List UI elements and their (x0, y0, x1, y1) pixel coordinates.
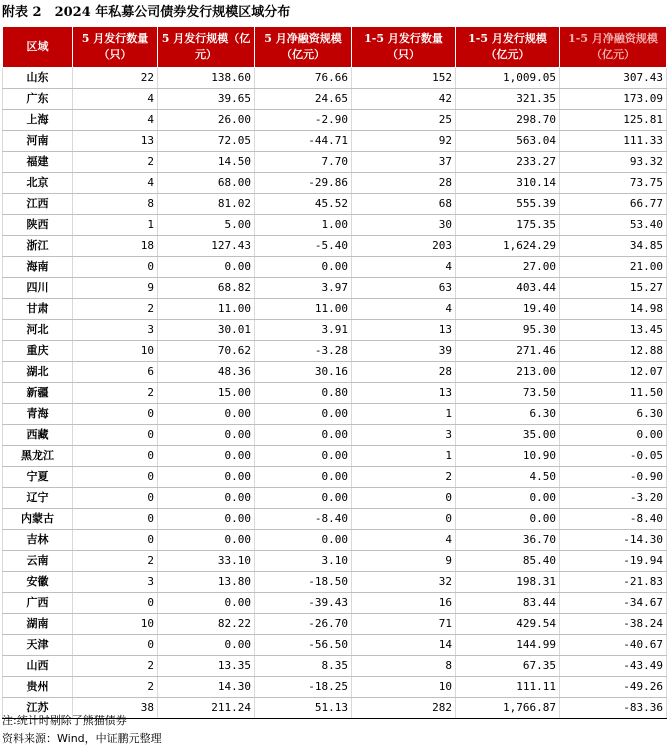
cell-may-issue-scale: 211.24 (158, 698, 255, 719)
cell-region: 西藏 (3, 425, 73, 446)
cell-may-issue-count: 0 (73, 509, 158, 530)
cell-may-issue-count: 2 (73, 677, 158, 698)
cell-may-net-financing: 3.91 (255, 320, 352, 341)
cell-jan-may-issue-scale: 1,624.29 (456, 236, 560, 257)
cell-may-issue-count: 4 (73, 89, 158, 110)
cell-region: 广东 (3, 89, 73, 110)
cell-may-issue-count: 3 (73, 572, 158, 593)
cell-jan-may-issue-count: 10 (352, 677, 456, 698)
cell-jan-may-issue-scale: 1,766.87 (456, 698, 560, 719)
cell-jan-may-net-financing: -34.67 (560, 593, 667, 614)
table-row (3, 299, 667, 320)
cell-jan-may-issue-scale: 19.40 (456, 299, 560, 320)
cell-jan-may-issue-count: 14 (352, 635, 456, 656)
cell-jan-may-issue-scale: 95.30 (456, 320, 560, 341)
cell-jan-may-issue-scale: 10.90 (456, 446, 560, 467)
cell-jan-may-issue-scale: 198.31 (456, 572, 560, 593)
cell-may-net-financing: 1.00 (255, 215, 352, 236)
cell-may-issue-scale: 0.00 (158, 425, 255, 446)
cell-may-issue-count: 0 (73, 404, 158, 425)
cell-region: 宁夏 (3, 467, 73, 488)
table-row (3, 110, 667, 131)
table-row (3, 572, 667, 593)
table-row (3, 68, 667, 89)
cell-may-issue-scale: 33.10 (158, 551, 255, 572)
cell-may-issue-scale: 26.00 (158, 110, 255, 131)
table-row (3, 551, 667, 572)
cell-jan-may-issue-count: 0 (352, 488, 456, 509)
cell-may-issue-count: 0 (73, 425, 158, 446)
cell-region: 云南 (3, 551, 73, 572)
table-row (3, 278, 667, 299)
header-jan-may-net-financing: 1-5 月净融资规模（亿元） (560, 27, 667, 68)
cell-jan-may-net-financing: 66.77 (560, 194, 667, 215)
cell-jan-may-issue-scale: 4.50 (456, 467, 560, 488)
cell-jan-may-issue-scale: 321.35 (456, 89, 560, 110)
table-row (3, 362, 667, 383)
cell-jan-may-net-financing: -40.67 (560, 635, 667, 656)
header-region: 区域 (3, 27, 73, 68)
table-row (3, 488, 667, 509)
cell-may-net-financing: 24.65 (255, 89, 352, 110)
table-row (3, 194, 667, 215)
cell-may-issue-scale: 0.00 (158, 404, 255, 425)
cell-may-net-financing: 51.13 (255, 698, 352, 719)
table-row (3, 89, 667, 110)
cell-may-issue-count: 2 (73, 383, 158, 404)
cell-region: 河南 (3, 131, 73, 152)
cell-may-issue-count: 9 (73, 278, 158, 299)
cell-may-net-financing: 0.80 (255, 383, 352, 404)
cell-may-net-financing: 45.52 (255, 194, 352, 215)
cell-region: 福建 (3, 152, 73, 173)
cell-may-issue-scale: 13.80 (158, 572, 255, 593)
cell-jan-may-issue-count: 28 (352, 173, 456, 194)
table-title: 附表 2 2024 年私募公司债券发行规模区域分布 (2, 5, 291, 20)
cell-region: 黑龙江 (3, 446, 73, 467)
table-row (3, 635, 667, 656)
cell-may-net-financing: -2.90 (255, 110, 352, 131)
cell-region: 贵州 (3, 677, 73, 698)
cell-may-net-financing: 0.00 (255, 446, 352, 467)
cell-region: 青海 (3, 404, 73, 425)
cell-jan-may-net-financing: -19.94 (560, 551, 667, 572)
cell-may-issue-scale: 0.00 (158, 509, 255, 530)
cell-may-issue-scale: 39.65 (158, 89, 255, 110)
cell-may-issue-count: 2 (73, 299, 158, 320)
table-header-row (3, 27, 667, 68)
cell-may-net-financing: 7.70 (255, 152, 352, 173)
cell-jan-may-issue-scale: 35.00 (456, 425, 560, 446)
header-may-issue-count: 5 月发行数量（只） (73, 27, 158, 68)
cell-jan-may-issue-count: 68 (352, 194, 456, 215)
cell-may-issue-scale: 0.00 (158, 446, 255, 467)
cell-may-issue-scale: 82.22 (158, 614, 255, 635)
cell-jan-may-issue-count: 1 (352, 446, 456, 467)
cell-jan-may-issue-count: 32 (352, 572, 456, 593)
cell-jan-may-net-financing: -49.26 (560, 677, 667, 698)
cell-may-issue-count: 4 (73, 110, 158, 131)
cell-jan-may-net-financing: 12.88 (560, 341, 667, 362)
cell-region: 内蒙古 (3, 509, 73, 530)
table-row (3, 320, 667, 341)
header-jan-may-issue-count: 1-5 月发行数量（只） (352, 27, 456, 68)
cell-jan-may-issue-scale: 298.70 (456, 110, 560, 131)
cell-jan-may-issue-scale: 1,009.05 (456, 68, 560, 89)
cell-may-issue-count: 0 (73, 530, 158, 551)
cell-jan-may-issue-count: 4 (352, 299, 456, 320)
cell-jan-may-issue-count: 0 (352, 509, 456, 530)
cell-jan-may-issue-scale: 213.00 (456, 362, 560, 383)
cell-jan-may-net-financing: 53.40 (560, 215, 667, 236)
cell-jan-may-issue-scale: 73.50 (456, 383, 560, 404)
note-source: 资料来源：Wind，中证鹏元整理 (2, 732, 162, 745)
cell-region: 广西 (3, 593, 73, 614)
cell-jan-may-issue-count: 13 (352, 383, 456, 404)
table-row (3, 467, 667, 488)
header-may-net-financing: 5 月净融资规模（亿元） (255, 27, 352, 68)
cell-may-issue-count: 3 (73, 320, 158, 341)
cell-jan-may-issue-count: 63 (352, 278, 456, 299)
cell-jan-may-net-financing: -14.30 (560, 530, 667, 551)
cell-region: 江西 (3, 194, 73, 215)
table-row (3, 341, 667, 362)
cell-jan-may-net-financing: 307.43 (560, 68, 667, 89)
cell-jan-may-issue-scale: 111.11 (456, 677, 560, 698)
cell-may-net-financing: 11.00 (255, 299, 352, 320)
cell-region: 吉林 (3, 530, 73, 551)
cell-may-issue-count: 2 (73, 656, 158, 677)
cell-may-issue-count: 10 (73, 341, 158, 362)
cell-may-net-financing: -5.40 (255, 236, 352, 257)
cell-may-issue-scale: 127.43 (158, 236, 255, 257)
cell-jan-may-net-financing: 11.50 (560, 383, 667, 404)
cell-may-issue-scale: 70.62 (158, 341, 255, 362)
cell-region: 江苏 (3, 698, 73, 719)
cell-may-issue-scale: 68.00 (158, 173, 255, 194)
cell-may-net-financing: 0.00 (255, 488, 352, 509)
cell-jan-may-net-financing: -8.40 (560, 509, 667, 530)
cell-may-issue-count: 1 (73, 215, 158, 236)
cell-may-issue-scale: 0.00 (158, 488, 255, 509)
cell-jan-may-issue-scale: 67.35 (456, 656, 560, 677)
table-row (3, 614, 667, 635)
cell-may-net-financing: -44.71 (255, 131, 352, 152)
cell-region: 安徽 (3, 572, 73, 593)
cell-jan-may-issue-count: 42 (352, 89, 456, 110)
cell-may-issue-scale: 30.01 (158, 320, 255, 341)
cell-jan-may-issue-scale: 144.99 (456, 635, 560, 656)
cell-jan-may-net-financing: -0.05 (560, 446, 667, 467)
table-row (3, 425, 667, 446)
table-row (3, 257, 667, 278)
cell-may-net-financing: -26.70 (255, 614, 352, 635)
cell-region: 山东 (3, 68, 73, 89)
cell-jan-may-issue-count: 8 (352, 656, 456, 677)
cell-may-net-financing: 8.35 (255, 656, 352, 677)
cell-jan-may-issue-count: 39 (352, 341, 456, 362)
cell-may-issue-scale: 68.82 (158, 278, 255, 299)
table-row (3, 509, 667, 530)
cell-jan-may-issue-count: 3 (352, 425, 456, 446)
region-distribution-table (2, 26, 667, 719)
table-row (3, 446, 667, 467)
cell-may-issue-scale: 14.50 (158, 152, 255, 173)
table-row (3, 152, 667, 173)
cell-may-net-financing: -8.40 (255, 509, 352, 530)
cell-jan-may-issue-scale: 85.40 (456, 551, 560, 572)
cell-jan-may-issue-count: 203 (352, 236, 456, 257)
cell-jan-may-net-financing: 14.98 (560, 299, 667, 320)
cell-jan-may-net-financing: 173.09 (560, 89, 667, 110)
cell-jan-may-issue-count: 4 (352, 530, 456, 551)
cell-jan-may-net-financing: -21.83 (560, 572, 667, 593)
cell-may-issue-scale: 72.05 (158, 131, 255, 152)
cell-jan-may-net-financing: 34.85 (560, 236, 667, 257)
cell-may-issue-count: 10 (73, 614, 158, 635)
cell-jan-may-net-financing: -0.90 (560, 467, 667, 488)
cell-jan-may-net-financing: -3.20 (560, 488, 667, 509)
cell-region: 河北 (3, 320, 73, 341)
cell-jan-may-net-financing: 73.75 (560, 173, 667, 194)
cell-jan-may-issue-scale: 429.54 (456, 614, 560, 635)
cell-region: 湖北 (3, 362, 73, 383)
header-jan-may-issue-scale: 1-5 月发行规模（亿元） (456, 27, 560, 68)
cell-may-net-financing: 3.10 (255, 551, 352, 572)
cell-region: 新疆 (3, 383, 73, 404)
table-row (3, 593, 667, 614)
cell-jan-may-net-financing: 125.81 (560, 110, 667, 131)
table-row (3, 236, 667, 257)
cell-may-issue-scale: 0.00 (158, 593, 255, 614)
cell-jan-may-issue-scale: 563.04 (456, 131, 560, 152)
cell-jan-may-issue-scale: 0.00 (456, 488, 560, 509)
cell-may-issue-scale: 11.00 (158, 299, 255, 320)
cell-jan-may-issue-count: 30 (352, 215, 456, 236)
cell-region: 浙江 (3, 236, 73, 257)
cell-jan-may-issue-count: 37 (352, 152, 456, 173)
cell-may-issue-count: 38 (73, 698, 158, 719)
cell-region: 辽宁 (3, 488, 73, 509)
cell-may-issue-scale: 13.35 (158, 656, 255, 677)
cell-jan-may-net-financing: 111.33 (560, 131, 667, 152)
cell-jan-may-issue-scale: 0.00 (456, 509, 560, 530)
cell-jan-may-net-financing: 15.27 (560, 278, 667, 299)
cell-may-net-financing: -3.28 (255, 341, 352, 362)
cell-may-issue-scale: 14.30 (158, 677, 255, 698)
cell-jan-may-net-financing: -43.49 (560, 656, 667, 677)
cell-region: 四川 (3, 278, 73, 299)
cell-region: 山西 (3, 656, 73, 677)
cell-jan-may-net-financing: -83.36 (560, 698, 667, 719)
cell-region: 海南 (3, 257, 73, 278)
header-may-issue-scale: 5 月发行规模（亿元） (158, 27, 255, 68)
cell-may-net-financing: 30.16 (255, 362, 352, 383)
cell-jan-may-net-financing: 93.32 (560, 152, 667, 173)
cell-may-net-financing: -56.50 (255, 635, 352, 656)
table-row (3, 677, 667, 698)
cell-jan-may-issue-count: 2 (352, 467, 456, 488)
table-row (3, 656, 667, 677)
cell-jan-may-issue-scale: 6.30 (456, 404, 560, 425)
cell-may-issue-count: 0 (73, 488, 158, 509)
note-exclusion: 注:统计时剔除了熊猫债券 (2, 714, 127, 727)
cell-jan-may-net-financing: -38.24 (560, 614, 667, 635)
cell-may-net-financing: -29.86 (255, 173, 352, 194)
cell-may-issue-count: 2 (73, 551, 158, 572)
cell-may-issue-count: 0 (73, 635, 158, 656)
cell-jan-may-issue-count: 282 (352, 698, 456, 719)
table-row (3, 404, 667, 425)
cell-may-issue-count: 6 (73, 362, 158, 383)
cell-may-net-financing: 3.97 (255, 278, 352, 299)
cell-may-issue-scale: 0.00 (158, 257, 255, 278)
cell-region: 甘肃 (3, 299, 73, 320)
cell-jan-may-issue-scale: 27.00 (456, 257, 560, 278)
cell-jan-may-issue-scale: 555.39 (456, 194, 560, 215)
cell-may-net-financing: 0.00 (255, 257, 352, 278)
cell-may-issue-count: 0 (73, 467, 158, 488)
cell-may-issue-count: 13 (73, 131, 158, 152)
cell-jan-may-issue-count: 4 (352, 257, 456, 278)
cell-jan-may-issue-count: 152 (352, 68, 456, 89)
table-row (3, 530, 667, 551)
table-row (3, 215, 667, 236)
cell-jan-may-issue-count: 13 (352, 320, 456, 341)
cell-jan-may-issue-scale: 233.27 (456, 152, 560, 173)
cell-jan-may-issue-count: 16 (352, 593, 456, 614)
cell-region: 天津 (3, 635, 73, 656)
cell-region: 陕西 (3, 215, 73, 236)
cell-may-net-financing: 0.00 (255, 425, 352, 446)
cell-jan-may-issue-scale: 83.44 (456, 593, 560, 614)
cell-may-net-financing: -18.50 (255, 572, 352, 593)
cell-may-issue-count: 0 (73, 593, 158, 614)
cell-may-issue-scale: 81.02 (158, 194, 255, 215)
cell-region: 湖南 (3, 614, 73, 635)
cell-may-net-financing: -18.25 (255, 677, 352, 698)
table-row (3, 131, 667, 152)
cell-may-issue-scale: 0.00 (158, 635, 255, 656)
cell-may-net-financing: 0.00 (255, 404, 352, 425)
cell-jan-may-net-financing: 21.00 (560, 257, 667, 278)
cell-may-issue-scale: 5.00 (158, 215, 255, 236)
table-row (3, 173, 667, 194)
cell-jan-may-net-financing: 12.07 (560, 362, 667, 383)
cell-may-issue-scale: 48.36 (158, 362, 255, 383)
cell-may-issue-scale: 0.00 (158, 530, 255, 551)
cell-jan-may-net-financing: 6.30 (560, 404, 667, 425)
cell-jan-may-issue-scale: 310.14 (456, 173, 560, 194)
cell-may-net-financing: -39.43 (255, 593, 352, 614)
cell-may-issue-count: 22 (73, 68, 158, 89)
cell-may-issue-count: 0 (73, 446, 158, 467)
cell-jan-may-net-financing: 13.45 (560, 320, 667, 341)
cell-may-net-financing: 76.66 (255, 68, 352, 89)
cell-jan-may-issue-scale: 36.70 (456, 530, 560, 551)
cell-may-issue-count: 8 (73, 194, 158, 215)
cell-region: 重庆 (3, 341, 73, 362)
cell-may-issue-count: 18 (73, 236, 158, 257)
cell-region: 北京 (3, 173, 73, 194)
cell-jan-may-issue-count: 9 (352, 551, 456, 572)
cell-may-net-financing: 0.00 (255, 467, 352, 488)
cell-jan-may-issue-count: 25 (352, 110, 456, 131)
cell-may-net-financing: 0.00 (255, 530, 352, 551)
cell-may-issue-scale: 15.00 (158, 383, 255, 404)
cell-may-issue-scale: 0.00 (158, 467, 255, 488)
cell-jan-may-issue-scale: 403.44 (456, 278, 560, 299)
cell-may-issue-count: 4 (73, 173, 158, 194)
cell-jan-may-issue-scale: 271.46 (456, 341, 560, 362)
cell-may-issue-count: 2 (73, 152, 158, 173)
cell-may-issue-count: 0 (73, 257, 158, 278)
table-row (3, 383, 667, 404)
footnotes (2, 712, 162, 748)
cell-jan-may-issue-count: 92 (352, 131, 456, 152)
cell-may-issue-scale: 138.60 (158, 68, 255, 89)
cell-jan-may-issue-scale: 175.35 (456, 215, 560, 236)
table-body (3, 68, 667, 719)
cell-jan-may-net-financing: 0.00 (560, 425, 667, 446)
cell-jan-may-issue-count: 1 (352, 404, 456, 425)
cell-region: 上海 (3, 110, 73, 131)
cell-jan-may-issue-count: 71 (352, 614, 456, 635)
cell-jan-may-issue-count: 28 (352, 362, 456, 383)
